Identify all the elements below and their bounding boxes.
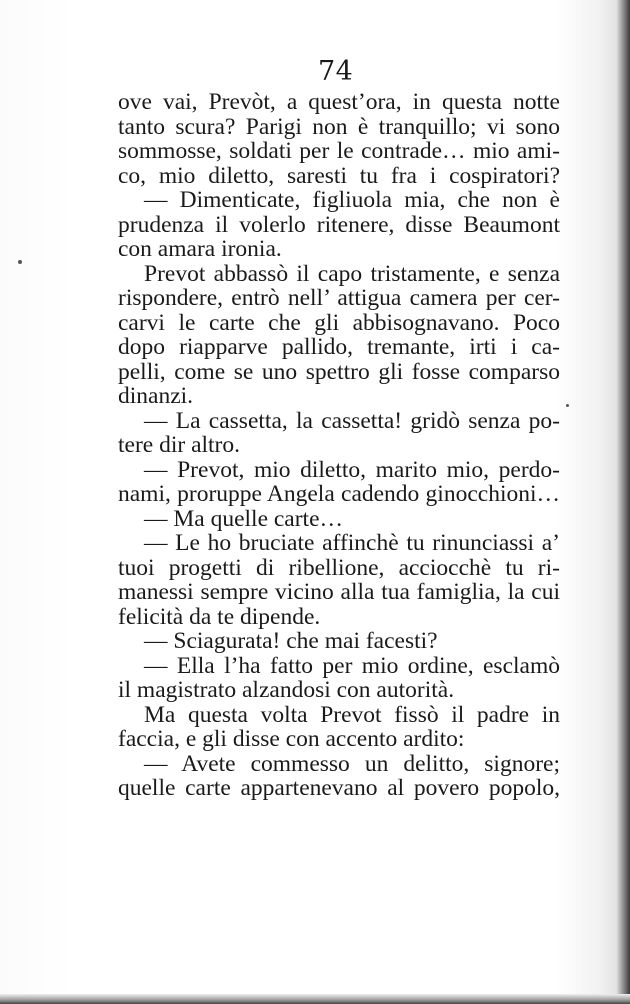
text-line: — Dimenticate, figliuola mia, che non è: [144, 187, 560, 213]
text-line: il magistrato alzandosi con autorità.: [118, 677, 455, 703]
text-line: — Ella l’ha fatto per mio ordine, esclamò: [144, 652, 560, 679]
text-line: prudenza il volerlo ritenere, disse Beaumont: [118, 211, 560, 238]
text-line: rispondere, entrò nell’ attigua camera per cer-: [118, 285, 560, 311]
text-line: co, mio diletto, saresti tu fra i cospiratori?: [118, 162, 560, 189]
text-line: nami, proruppe Angela cadendo ginocchioni…: [118, 481, 560, 507]
text-line: dinanzi.: [118, 383, 194, 409]
text-line: pelli, come se uno spettro gli fosse comparso: [118, 358, 560, 385]
body-text: [118, 90, 560, 801]
text-line: — Le ho bruciate affinchè tu rinunciassi a’: [144, 530, 560, 556]
text-line: felicità da te dipende.: [118, 603, 321, 630]
text-line: ove vai, Prevòt, a quest’ora, in questa notte: [118, 89, 560, 115]
text-line: carvi le carte che gli abbisognavano. Poco: [118, 309, 560, 336]
text-line: Ma questa volta Prevot fissò il padre in: [144, 701, 560, 728]
text-line: — Ma quelle carte…: [144, 505, 344, 532]
text-line: — Sciagurata! che mai facesti?: [144, 628, 438, 654]
text-line: — Avete commesso un delitto, signore;: [144, 750, 560, 777]
page-bottom-edge: [0, 994, 630, 1004]
text-line: sommosse, soldati per le contrade… mio ami-: [118, 138, 560, 164]
page-number: 74: [318, 56, 354, 87]
text-line: — Prevot, mio diletto, marito mio, perdo-: [144, 456, 560, 483]
text-line: quelle carte appartenevano al povero popolo,: [118, 775, 560, 801]
ink-speck: [566, 404, 569, 407]
text-line: tere dir altro.: [118, 432, 241, 458]
text-line: Prevot abbassò il capo tristamente, e senza: [144, 260, 560, 287]
page-edge-shadow: [616, 0, 630, 1004]
text-line: con amara ironia.: [118, 236, 282, 262]
text-line: manessi sempre vicino alla tua famiglia, la cui: [118, 579, 560, 605]
text-line: tuoi progetti di ribellione, acciocchè tu ri-: [118, 554, 560, 581]
text-line: — La cassetta, la cassetta! gridò senza po-: [144, 407, 560, 434]
text-line: faccia, e gli disse con accento ardito:: [118, 726, 465, 752]
text-line: tanto scura? Parigi non è tranquillo; vi sono: [118, 113, 560, 140]
text-line: dopo riapparve pallido, tremante, irti i ca-: [118, 334, 560, 360]
ink-speck: [18, 260, 22, 264]
